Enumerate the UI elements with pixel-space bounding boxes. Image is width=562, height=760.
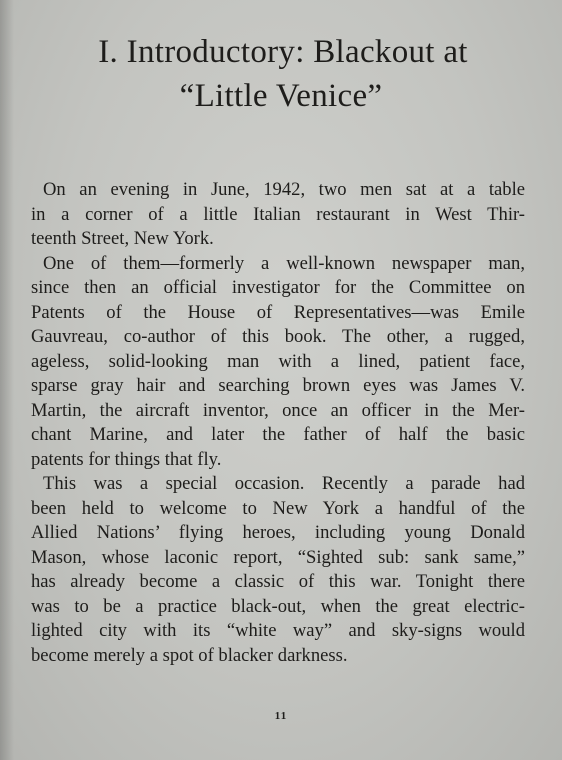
text-line: lighted city with its “white way” and sky-signs would [31,620,525,641]
chapter-heading [0,30,562,118]
text-line: has already become a classic of this war. Tonight there [31,571,525,592]
page-number: 11 [274,710,288,722]
text-line: Gauvreau, co-author of this book. The other, a rugged, [31,326,525,347]
text-line: This was a special occasion. Recently a parade had [43,473,525,494]
text-line: was to be a practice black-out, when the great electric- [31,595,525,617]
text-line: sparse gray hair and searching brown eyes was James V. [31,375,525,396]
text-line: Patents of the House of Representatives—was Emile [31,301,525,323]
text-line: since then an official investigator for the Committee on [31,277,525,298]
paragraph [31,252,525,473]
text-line: Allied Nations’ flying heroes, including young Donald [31,522,525,543]
text-line: One of them—formerly a well-known newspaper man, [43,252,525,274]
text-line: chant Marine, and later the father of half the basic [31,424,525,445]
text-line: Martin, the aircraft inventor, once an officer in the Mer- [31,399,525,421]
text-line: been held to welcome to New York a handful of the [31,497,525,519]
text-line: ageless, solid-looking man with a lined, patient face, [31,350,525,372]
text-line: teenth Street, New York. [31,228,214,249]
chapter-body [31,178,525,668]
text-line: in a corner of a little Italian restaurant in West Thir- [31,203,525,225]
text-line: patents for things that fly. [31,448,222,470]
text-line: Mason, whose laconic report, “Sighted sub: sank same,” [31,546,525,568]
chapter-title-line-1: I. Introductory: Blackout at [98,34,468,70]
text-line: become merely a spot of blacker darkness. [31,644,348,666]
paragraph [31,178,525,252]
paragraph [31,472,525,668]
chapter-title-line-2: “Little Venice” [179,78,383,114]
text-line: On an evening in June, 1942, two men sat at a table [43,179,525,200]
